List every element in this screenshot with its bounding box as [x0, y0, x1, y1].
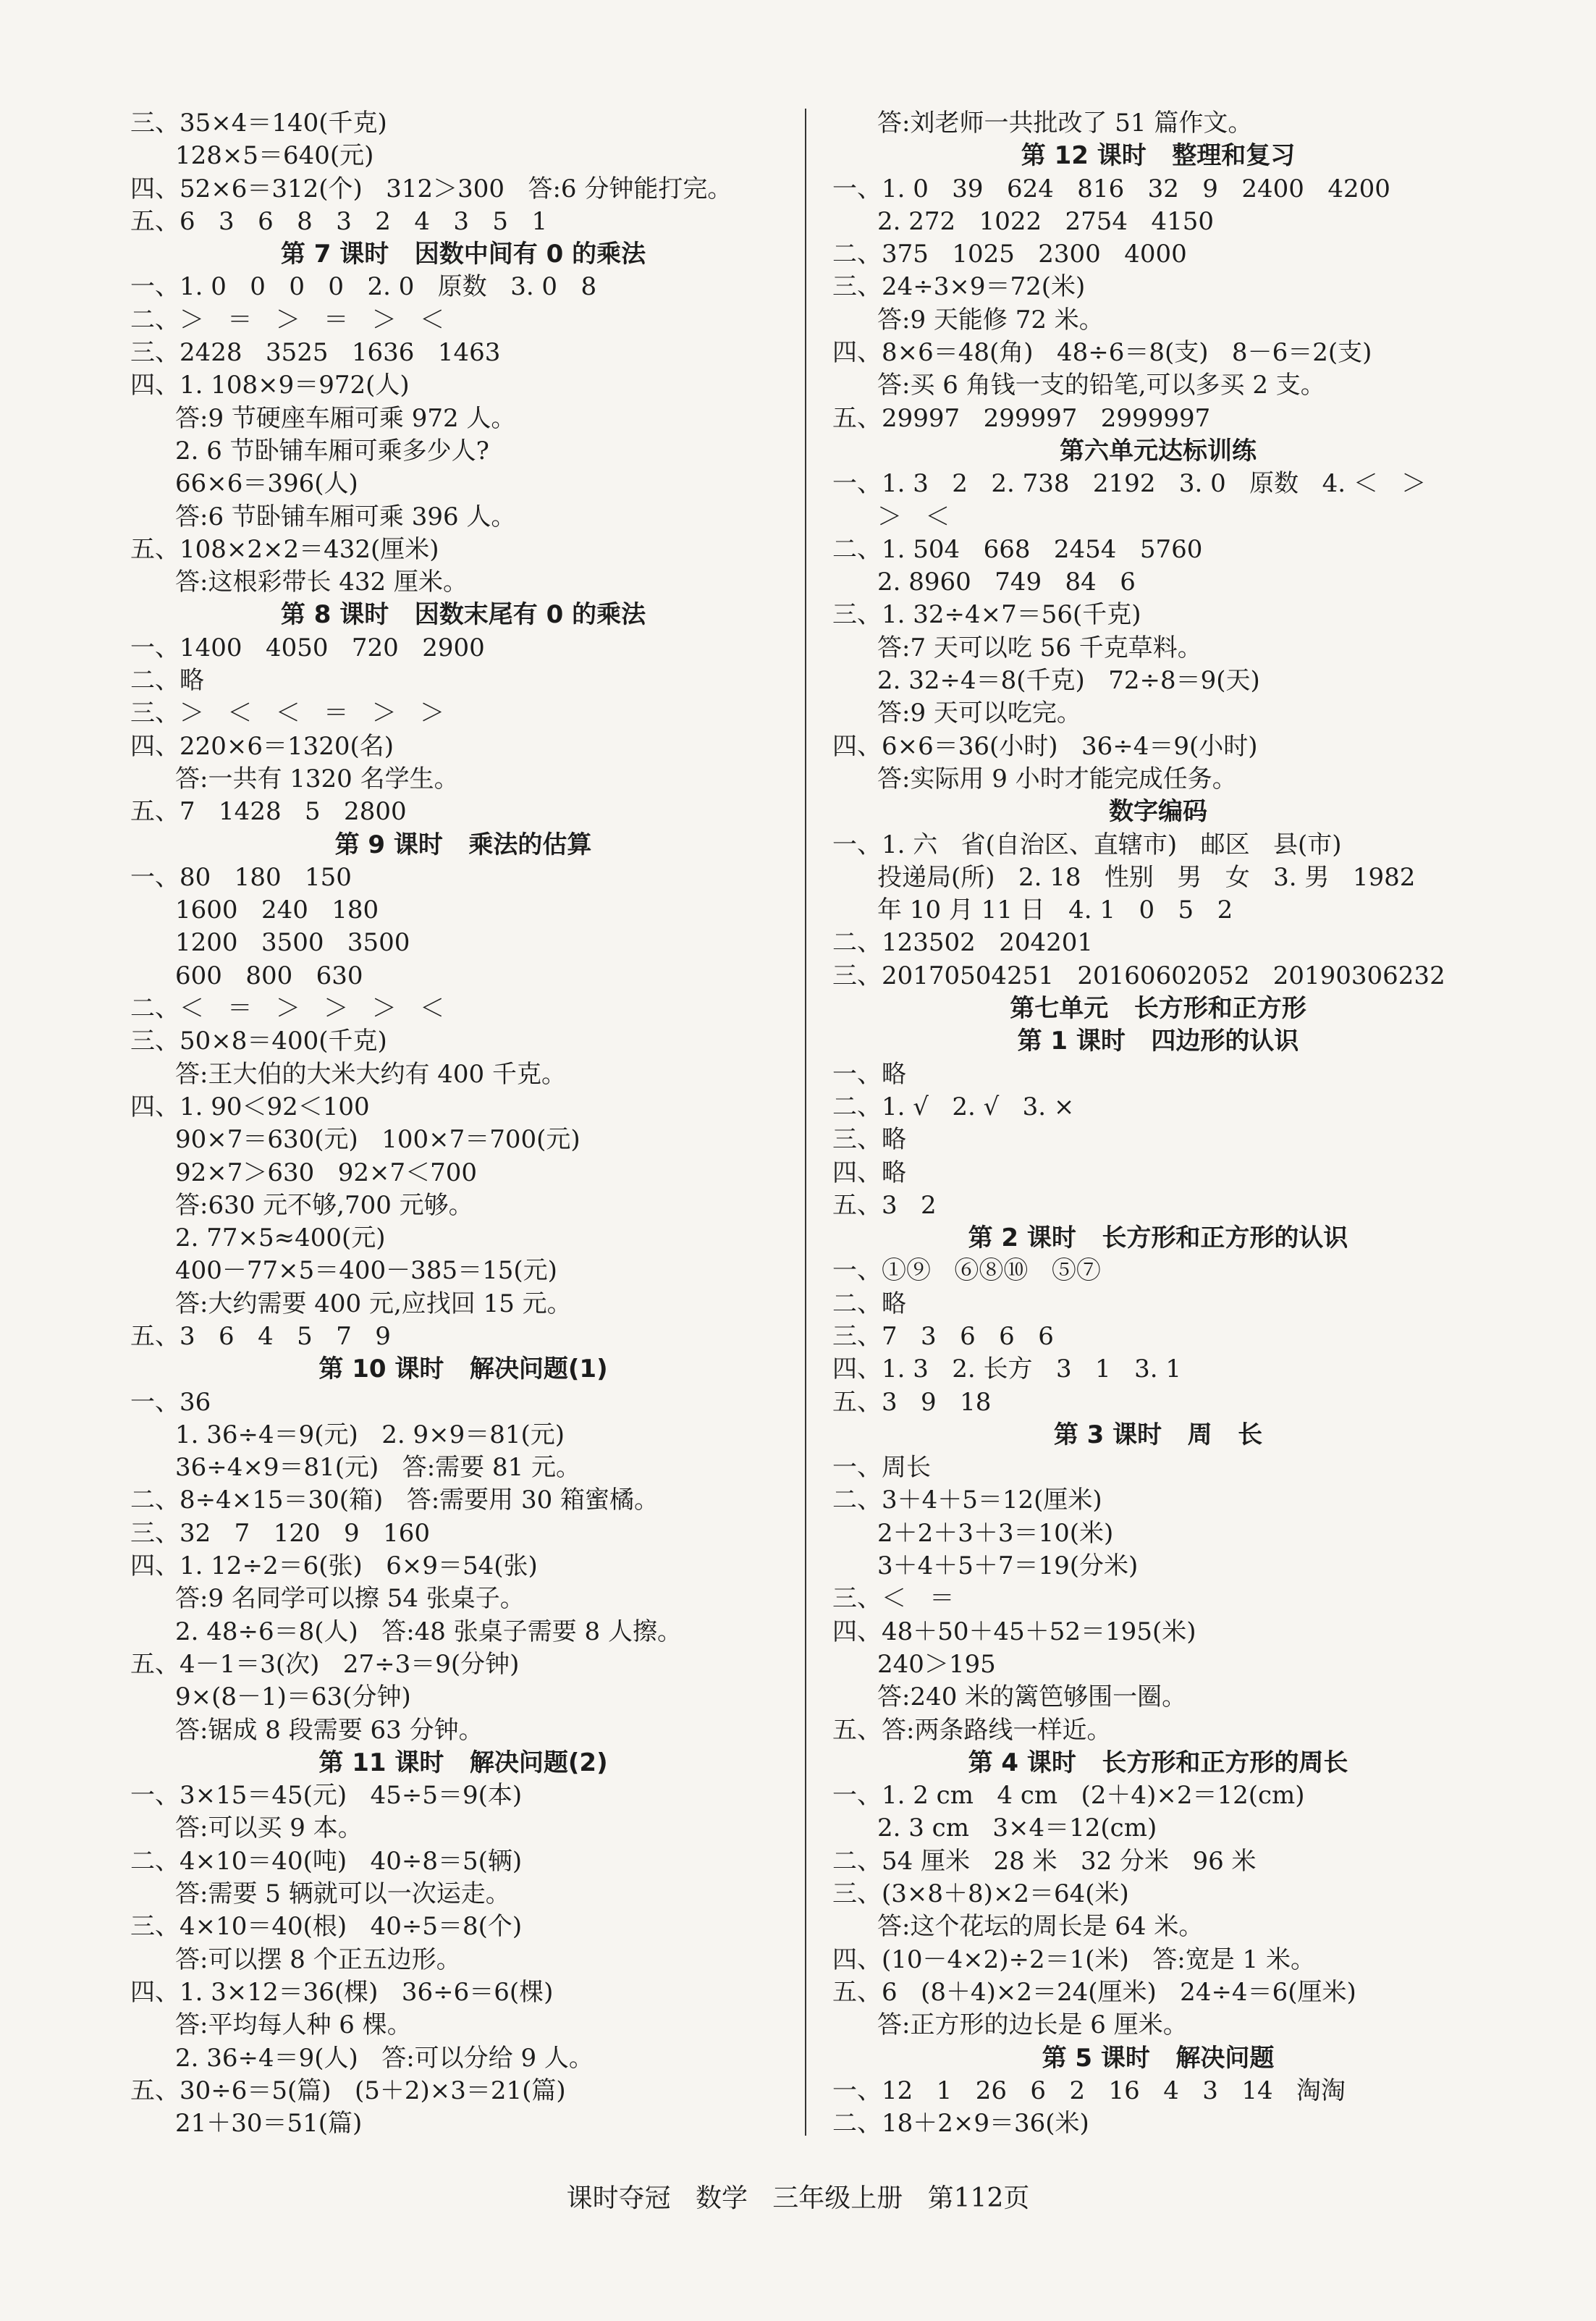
answer-line: 答:可以买 9 本。: [175, 1814, 363, 1843]
answer-line: 2. 77×5≈400(元): [175, 1223, 386, 1253]
answer-line: 四、1. 12÷2＝6(张) 6×9＝54(张): [130, 1551, 538, 1581]
answer-line: 答:这根彩带长 432 厘米。: [175, 568, 468, 597]
answer-line: 五、3 2: [832, 1190, 937, 1220]
answer-line: 三、1. 32÷4×7＝56(千克): [832, 600, 1141, 630]
right-column: [832, 107, 1484, 2140]
answer-line: 2＋2＋3＋3＝10(米): [877, 1518, 1114, 1548]
answer-line: 三、(3×8＋8)×2＝64(米): [832, 1879, 1129, 1909]
section-heading: 第 3 课时 周 长: [1053, 1420, 1263, 1449]
answer-line: 二、123502 204201: [832, 928, 1094, 958]
answer-line: 三、32 7 120 9 160: [130, 1518, 431, 1548]
answer-line: 240＞195: [877, 1649, 996, 1679]
answer-line: 二、3＋4＋5＝12(厘米): [832, 1486, 1102, 1515]
section-heading: 第 8 课时 因数末尾有 0 的乘法: [280, 600, 646, 630]
answer-line: 答:6 节卧铺车厢可乘 396 人。: [175, 502, 516, 531]
section-heading: 第 9 课时 乘法的估算: [334, 830, 592, 859]
answer-line: 五、29997 299997 2999997: [832, 403, 1211, 433]
answer-line: 五、6 3 6 8 3 2 4 3 5 1: [130, 206, 548, 236]
answer-line: 一、1. 2 cm 4 cm (2＋4)×2＝12(cm): [832, 1781, 1305, 1811]
left-column: [130, 107, 796, 2140]
answer-line: 一、①⑨ ⑥⑧⑩ ⑤⑦: [832, 1256, 1101, 1286]
answer-line: 一、略: [832, 1059, 906, 1089]
answer-line: 五、3 6 4 5 7 9: [130, 1321, 391, 1351]
answer-line: 三、24÷3×9＝72(米): [832, 272, 1086, 302]
section-heading: 第 4 课时 长方形和正方形的周长: [968, 1748, 1348, 1777]
answer-line: 三、20170504251 20160602052 20190306232: [832, 961, 1445, 990]
answer-line: 投递局(所) 2. 18 性别 男 女 3. 男 1982: [877, 862, 1416, 892]
answer-line: 一、1400 4050 720 2900: [130, 633, 485, 662]
answer-line: 二、375 1025 2300 4000: [832, 240, 1187, 269]
section-heading: 第七单元 长方形和正方形: [1010, 994, 1306, 1024]
answer-line: 答:9 天能修 72 米。: [877, 305, 1104, 334]
answer-line: 21＋30＝51(篇): [175, 2109, 363, 2139]
answer-line: 1600 240 180: [175, 896, 379, 925]
answer-line: 二、1. 504 668 2454 5760: [832, 534, 1203, 564]
answer-line: 600 800 630: [175, 961, 363, 990]
answer-line: 2. 272 1022 2754 4150: [877, 206, 1214, 236]
page-footer: 课时夺冠 数学 三年级上册 第112页: [566, 2183, 1030, 2213]
answer-line: 66×6＝396(人): [175, 469, 358, 499]
answer-line: 答:锯成 8 段需要 63 分钟。: [175, 1715, 484, 1745]
answer-line: 四、1. 108×9＝972(人): [130, 371, 410, 400]
answer-line: 2. 8960 749 84 6: [877, 568, 1136, 597]
answer-line: 年 10 月 11 日 4. 1 0 5 2: [877, 896, 1233, 925]
section-heading: 数字编码: [1109, 797, 1207, 827]
answer-line: 答:630 元不够,700 元够。: [175, 1190, 473, 1220]
answer-line: 一、12 1 26 6 2 16 4 3 14 淘淘: [832, 2076, 1346, 2105]
answer-line: 三、略: [832, 1125, 906, 1155]
answer-line: 四、略: [832, 1158, 906, 1187]
answer-line: 1200 3500 3500: [175, 928, 410, 958]
answer-line: 四、1. 90＜92＜100: [130, 1092, 370, 1121]
answer-line: 答:7 天可以吃 56 千克草料。: [877, 633, 1202, 662]
column-divider: [805, 109, 806, 2136]
section-heading: 第 5 课时 解决问题: [1042, 2043, 1275, 2073]
answer-line: 三、7 3 6 6 6: [832, 1321, 1054, 1351]
section-heading: 第 11 课时 解决问题(2): [318, 1748, 608, 1777]
section-heading: 第 12 课时 整理和复习: [1021, 141, 1296, 171]
answer-line: 二、8÷4×15＝30(箱) 答:需要用 30 箱蜜橘。: [130, 1486, 659, 1515]
answer-line: 二、略: [130, 666, 204, 696]
answer-line: 2. 32÷4＝8(千克) 72÷8＝9(天): [877, 666, 1260, 696]
answer-line: 四、52×6＝312(个) 312＞300 答:6 分钟能打完。: [130, 174, 732, 203]
answer-line: 答:实际用 9 小时才能完成任务。: [877, 764, 1237, 793]
answer-line: 92×7＞630 92×7＜700: [175, 1158, 477, 1187]
answer-line: 五、答:两条路线一样近。: [832, 1715, 1112, 1745]
answer-line: 一、1. 3 2 2. 738 2192 3. 0 原数 4. ＜ ＞: [832, 469, 1427, 499]
answer-line: 一、1. 0 39 624 816 32 9 2400 4200: [832, 174, 1390, 203]
answer-line: 一、1. 六 省(自治区、直辖市) 邮区 县(市): [832, 830, 1342, 859]
answer-line: 2. 6 节卧铺车厢可乘多少人?: [175, 436, 489, 466]
section-heading: 第 1 课时 四边形的认识: [1017, 1027, 1299, 1056]
answer-line: 2. 36÷4＝9(人) 答:可以分给 9 人。: [175, 2043, 594, 2073]
answer-line: 五、3 9 18: [832, 1387, 992, 1417]
answer-line: 答:刘老师一共批改了 51 篇作文。: [877, 109, 1253, 138]
answer-line: 二、4×10＝40(吨) 40÷8＝5(辆): [130, 1846, 523, 1876]
answer-line: 三、＜ ＝: [832, 1584, 955, 1614]
answer-line: 四、48＋50＋45＋52＝195(米): [832, 1617, 1196, 1646]
answer-line: 四、8×6＝48(角) 48÷6＝8(支) 8－6＝2(支): [832, 338, 1372, 368]
answer-line: 1. 36÷4＝9(元) 2. 9×9＝81(元): [175, 1420, 565, 1449]
answer-line: 答:一共有 1320 名学生。: [175, 764, 459, 793]
answer-line: 128×5＝640(元): [175, 141, 374, 171]
answer-line: 一、3×15＝45(元) 45÷5＝9(本): [130, 1781, 523, 1811]
answer-line: 2. 3 cm 3×4＝12(cm): [877, 1814, 1157, 1843]
answer-line: 三、2428 3525 1636 1463: [130, 338, 501, 368]
answer-line: 四、(10－4×2)÷2＝1(米) 答:宽是 1 米。: [832, 1945, 1315, 1974]
section-heading: 第 2 课时 长方形和正方形的认识: [968, 1223, 1348, 1253]
answer-line: 答:王大伯的大米大约有 400 千克。: [175, 1059, 566, 1089]
answer-line: 三、35×4＝140(千克): [130, 109, 387, 138]
answer-line: 二、＜ ＝ ＞ ＞ ＞ ＜: [130, 994, 445, 1024]
section-heading: 第 7 课时 因数中间有 0 的乘法: [280, 240, 646, 269]
answer-line: 答:大约需要 400 元,应找回 15 元。: [175, 1289, 572, 1318]
answer-line: 四、6×6＝36(小时) 36÷4＝9(小时): [832, 731, 1258, 761]
answer-line: 答:可以摆 8 个正五边形。: [175, 1945, 461, 1974]
answer-line: 一、周长: [832, 1453, 931, 1483]
answer-line: 答:9 名同学可以擦 54 张桌子。: [175, 1584, 525, 1614]
answer-line: 二、＞ ＝ ＞ ＝ ＞ ＜: [130, 305, 445, 334]
answer-line: 答:平均每人种 6 棵。: [175, 2010, 412, 2040]
answer-line: 答:9 天可以吃完。: [877, 699, 1081, 728]
section-heading: 第六单元达标训练: [1060, 436, 1257, 466]
answer-line: 答:买 6 角钱一支的铅笔,可以多买 2 支。: [877, 371, 1325, 400]
answer-line: 2. 48÷6＝8(人) 答:48 张桌子需要 8 人擦。: [175, 1617, 682, 1646]
answer-line: 二、18＋2×9＝36(米): [832, 2109, 1089, 2139]
answer-line: 36÷4×9＝81(元) 答:需要 81 元。: [175, 1453, 581, 1483]
answer-line: 9×(8－1)＝63(分钟): [175, 1682, 411, 1712]
answer-line: 五、30÷6＝5(篇) (5＋2)×3＝21(篇): [130, 2076, 566, 2105]
answer-line: 答:这个花坛的周长是 64 米。: [877, 1912, 1204, 1942]
answer-line: 答:正方形的边长是 6 厘米。: [877, 2010, 1188, 2040]
answer-line: 四、1. 3 2. 长方 3 1 3. 1: [832, 1355, 1181, 1384]
answer-line: 3＋4＋5＋7＝19(分米): [877, 1551, 1139, 1581]
answer-line: 四、1. 3×12＝36(棵) 36÷6＝6(棵): [130, 1977, 554, 2007]
answer-line: 二、1. √ 2. √ 3. ×: [832, 1092, 1075, 1121]
answer-line: 400－77×5＝400－385＝15(元): [175, 1256, 557, 1286]
answer-line: 90×7＝630(元) 100×7＝700(元): [175, 1125, 580, 1155]
answer-line: 二、54 厘米 28 米 32 分米 96 米: [832, 1846, 1257, 1876]
answer-line: 三、50×8＝400(千克): [130, 1027, 387, 1056]
section-heading: 第 10 课时 解决问题(1): [318, 1355, 608, 1384]
answer-line: 二、略: [832, 1289, 906, 1318]
answer-line: 答:240 米的篱笆够围一圈。: [877, 1682, 1187, 1712]
answer-line: 三、4×10＝40(根) 40÷5＝8(个): [130, 1912, 523, 1942]
answer-line: 五、7 1428 5 2800: [130, 797, 407, 827]
answer-line: 四、220×6＝1320(名): [130, 731, 394, 761]
answer-line: 五、4－1＝3(次) 27÷3＝9(分钟): [130, 1649, 520, 1679]
answer-line: 一、1. 0 0 0 0 2. 0 原数 3. 0 8: [130, 272, 597, 302]
answer-line: 一、36: [130, 1387, 211, 1417]
answer-line: 三、＞ ＜ ＜ ＝ ＞ ＞: [130, 699, 445, 728]
answer-line: ＞ ＜: [877, 502, 950, 531]
answer-line: 五、108×2×2＝432(厘米): [130, 534, 439, 564]
answer-line: 五、6 (8＋4)×2＝24(厘米) 24÷4＝6(厘米): [832, 1977, 1356, 2007]
answer-line: 答:需要 5 辆就可以一次运走。: [175, 1879, 510, 1909]
answer-line: 答:9 节硬座车厢可乘 972 人。: [175, 403, 516, 433]
answer-line: 一、80 180 150: [130, 862, 352, 892]
